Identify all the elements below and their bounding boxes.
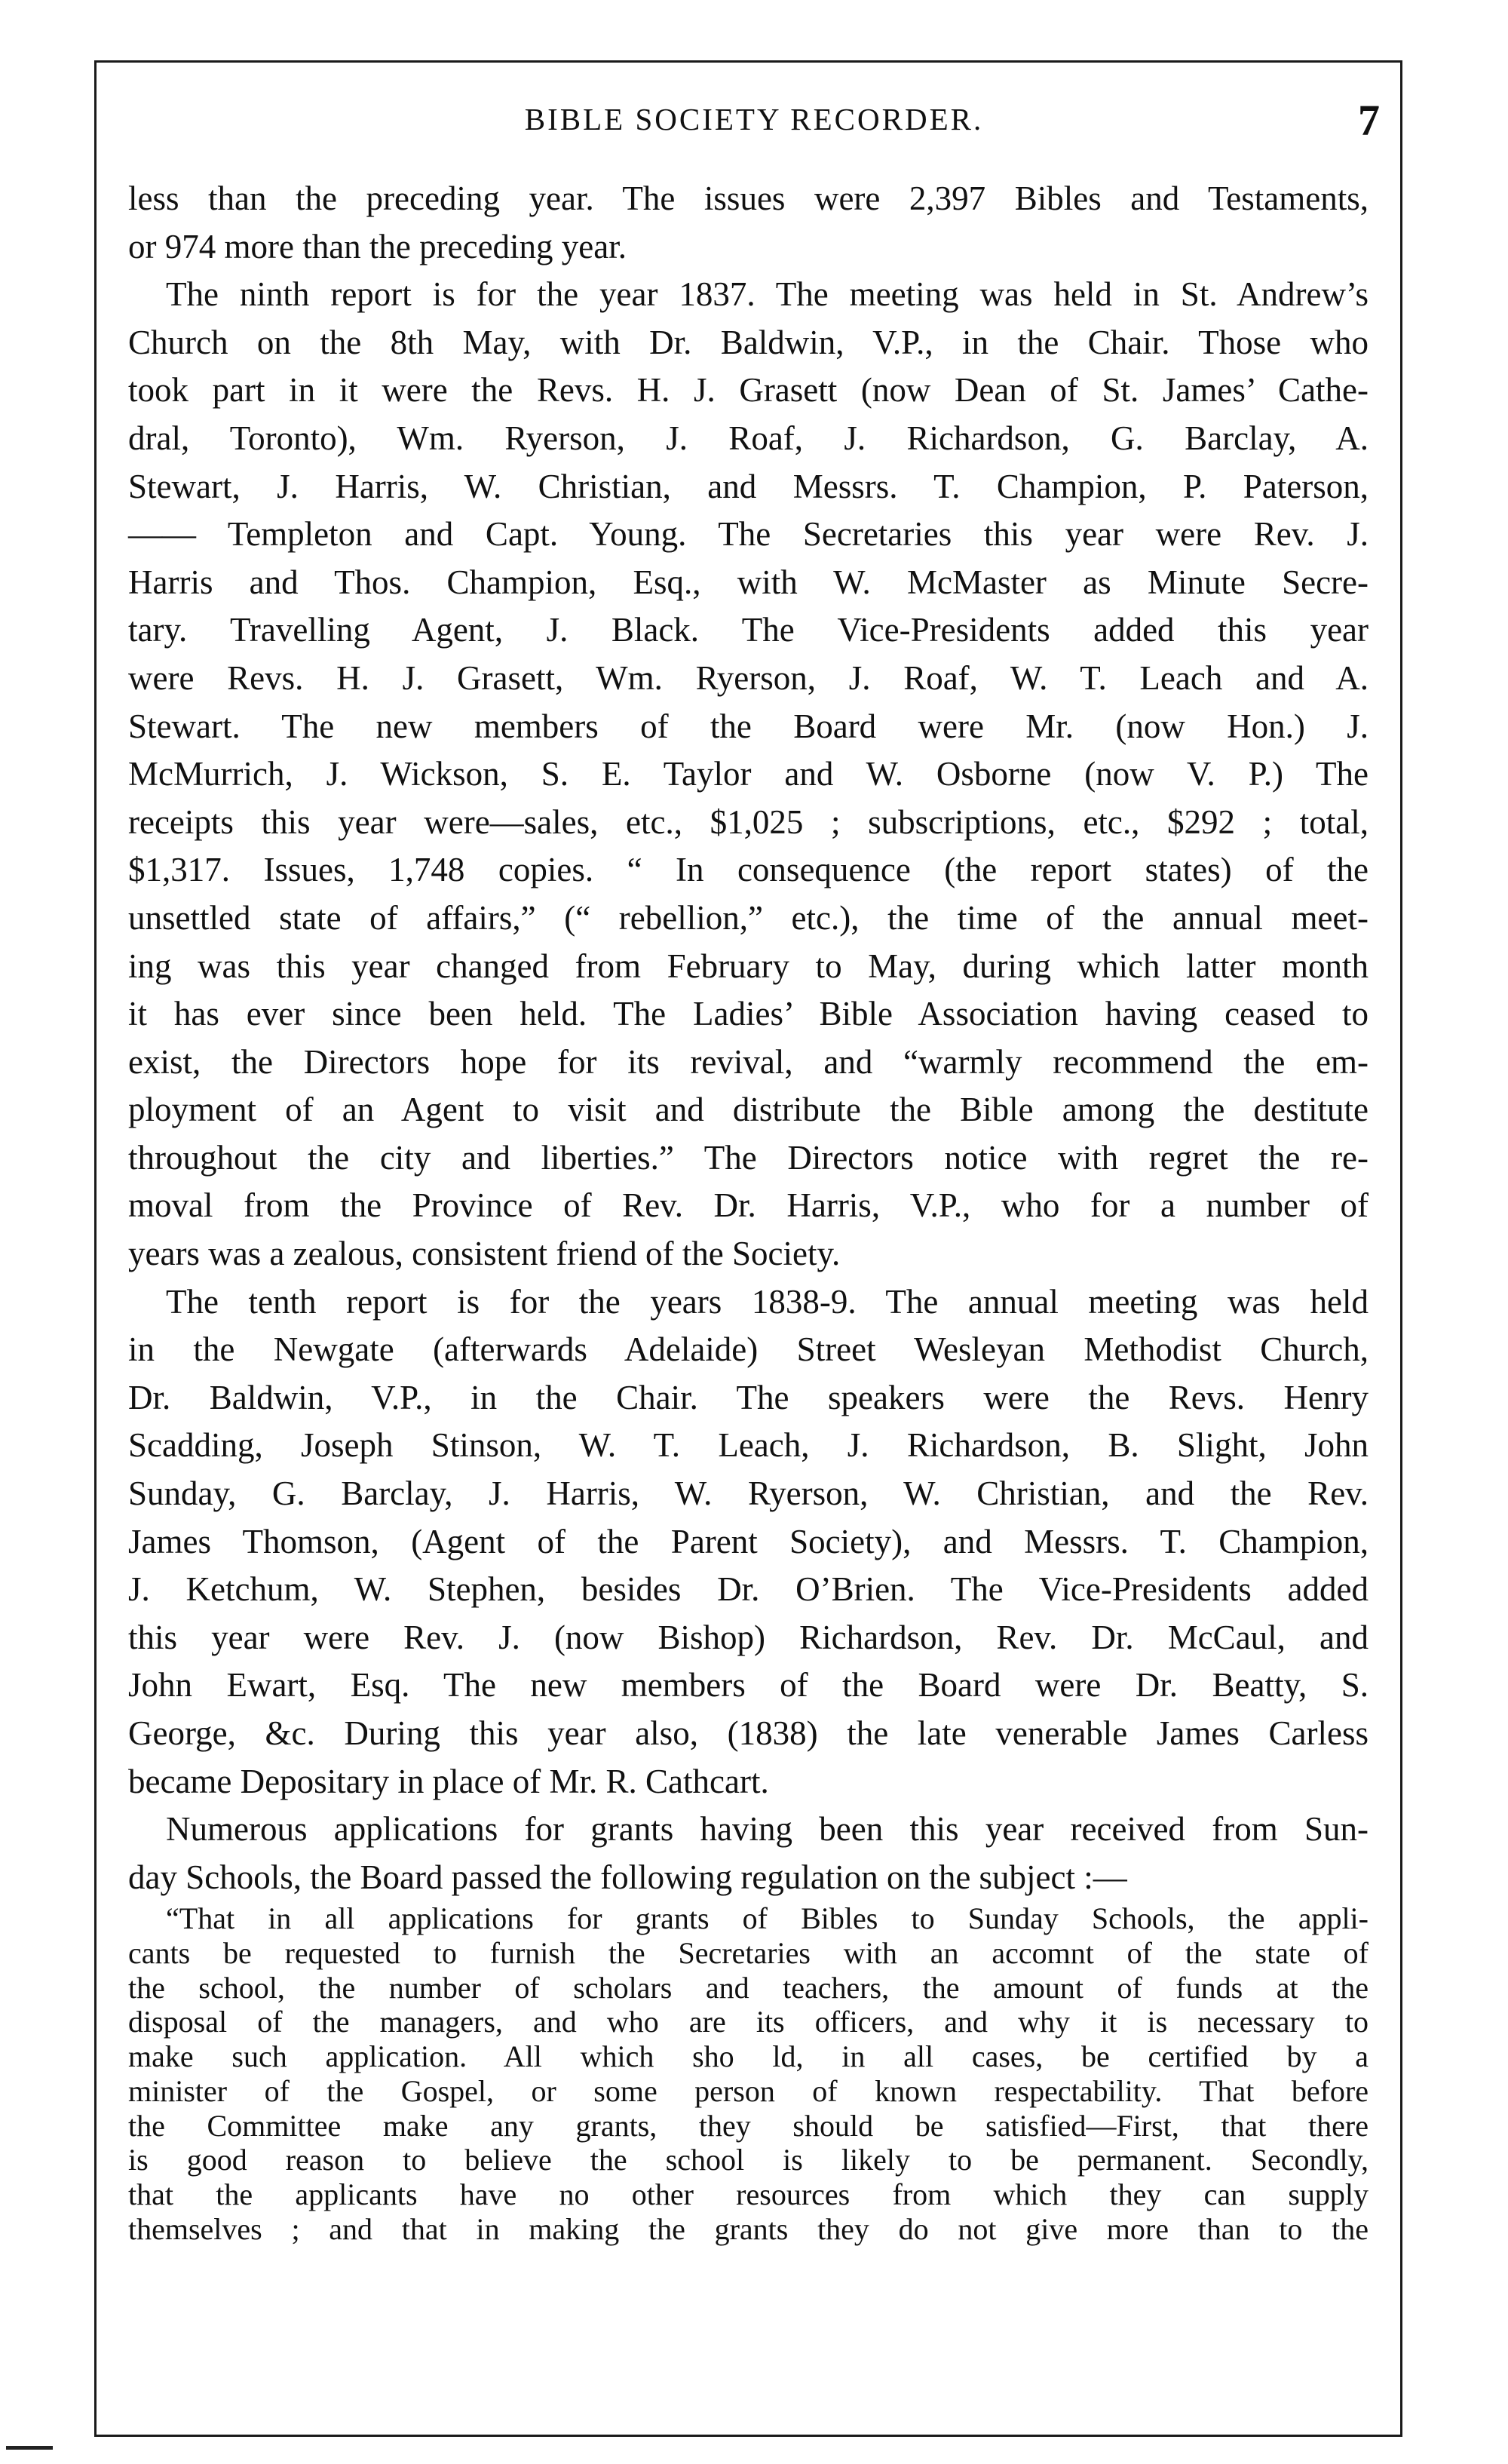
paragraph bbox=[128, 1806, 1369, 1901]
quote-line: disposal of the managers, and who are its officers, and why it is necessary to bbox=[128, 2005, 1369, 2039]
text-line: Dr. Baldwin, V.P., in the Chair. The speakers were the Revs. Henry bbox=[128, 1378, 1369, 1416]
text-line: became Depositary in place of Mr. R. Cathcart. bbox=[128, 1762, 769, 1800]
page-number: 7 bbox=[1358, 96, 1380, 145]
quote-line: is good reason to believe the school is likely to be permanent. Secondly, bbox=[128, 2143, 1369, 2177]
paragraph bbox=[128, 1278, 1369, 1806]
bottom-border-rule bbox=[94, 2435, 1402, 2437]
text-line: Scadding, Joseph Stinson, W. T. Leach, J. Richardson, B. Slight, John bbox=[128, 1426, 1369, 1465]
text-line: James Thomson, (Agent of the Parent Society), and Messrs. T. Champion, bbox=[128, 1522, 1369, 1560]
quote-line: “That in all applications for grants of Bibles to Sunday Schools, the appli- bbox=[166, 1901, 1369, 1936]
text-line: it has ever since been held. The Ladies’ Bible Association having ceased to bbox=[128, 995, 1369, 1033]
text-line: ployment of an Agent to visit and distribute the Bible among the destitute bbox=[128, 1091, 1369, 1129]
text-line: tary. Travelling Agent, J. Black. The Vice-Presidents added this year bbox=[128, 611, 1369, 649]
text-line: McMurrich, J. Wickson, S. E. Taylor and W. Osborne (now V. P.) The bbox=[128, 755, 1369, 793]
text-line: receipts this year were—sales, etc., $1,025 ; subscriptions, etc., $292 ; total, bbox=[128, 802, 1369, 841]
page-header bbox=[128, 97, 1380, 149]
text-line: George, &c. During this year also, (1838) the late venerable James Carless bbox=[128, 1714, 1369, 1752]
text-line: The ninth report is for the year 1837. The meeting was held in St. Andrew’s bbox=[166, 275, 1369, 314]
text-line: Sunday, G. Barclay, J. Harris, W. Ryerson, W. Christian, and the Rev. bbox=[128, 1474, 1369, 1513]
text-line: years was a zealous, consistent friend of the Society. bbox=[128, 1235, 841, 1273]
text-line: —— Templeton and Capt. Young. The Secretaries this year were Rev. J. bbox=[128, 515, 1369, 554]
text-line: John Ewart, Esq. The new members of the Board were Dr. Beatty, S. bbox=[128, 1666, 1369, 1705]
text-line: day Schools, the Board passed the following regulation on the subject :— bbox=[128, 1858, 1127, 1896]
text-line: J. Ketchum, W. Stephen, besides Dr. O’Brien. The Vice-Presidents added bbox=[128, 1570, 1369, 1609]
text-line: were Revs. H. J. Grasett, Wm. Ryerson, J. Roaf, W. T. Leach and A. bbox=[128, 658, 1369, 697]
text-line: this year were Rev. J. (now Bishop) Richardson, Rev. Dr. McCaul, and bbox=[128, 1618, 1369, 1656]
quote-line: themselves ; and that in making the grants they do not give more than to the bbox=[128, 2211, 1369, 2246]
paragraph bbox=[128, 175, 1369, 271]
text-line: moval from the Province of Rev. Dr. Harris, V.P., who for a number of bbox=[128, 1186, 1369, 1225]
left-border-rule bbox=[94, 60, 97, 2436]
block-quote bbox=[128, 1901, 1369, 2246]
text-line: Church on the 8th May, with Dr. Baldwin, V.P., in the Chair. Those who bbox=[128, 323, 1369, 361]
text-line: ing was this year changed from February to May, during which latter month bbox=[128, 947, 1369, 985]
text-line: Numerous applications for grants having been this year received from Sun- bbox=[166, 1810, 1369, 1849]
text-line: Stewart. The new members of the Board were Mr. (now Hon.) J. bbox=[128, 707, 1369, 745]
quote-line: minister of the Gospel, or some person of known respectability. That before bbox=[128, 2073, 1369, 2108]
text-line: $1,317. Issues, 1,748 copies. “ In consequence (the report states) of the bbox=[128, 851, 1369, 889]
text-line: The tenth report is for the years 1838-9. The annual meeting was held bbox=[166, 1282, 1369, 1321]
text-line: exist, the Directors hope for its revival, and “warmly recommend the em- bbox=[128, 1042, 1369, 1081]
text-line: dral, Toronto), Wm. Ryerson, J. Roaf, J. Richardson, G. Barclay, A. bbox=[128, 419, 1369, 457]
text-line: in the Newgate (afterwards Adelaide) Street Wesleyan Methodist Church, bbox=[128, 1330, 1369, 1369]
text-line: Harris and Thos. Champion, Esq., with W. McMaster as Minute Secre- bbox=[128, 563, 1369, 601]
paragraph bbox=[128, 271, 1369, 1278]
right-border-rule bbox=[1400, 60, 1402, 2436]
scan-edge-mark bbox=[6, 2446, 53, 2450]
quote-line: cants be requested to furnish the Secretaries with an accomnt of the state of bbox=[128, 1936, 1369, 1971]
text-line: less than the preceding year. The issues were 2,397 Bibles and Testaments, bbox=[128, 180, 1369, 217]
quote-line: the school, the number of scholars and teachers, the amount of funds at the bbox=[128, 1970, 1369, 2005]
quote-line: the Committee make any grants, they should be satisfied—First, that there bbox=[128, 2108, 1369, 2143]
text-line: throughout the city and liberties.” The Directors notice with regret the re- bbox=[128, 1138, 1369, 1177]
text-line: unsettled state of affairs,” (“ rebellion,” etc.), the time of the annual meet- bbox=[128, 898, 1369, 937]
running-title: BIBLE SOCIETY RECORDER. bbox=[524, 102, 984, 137]
quote-line: make such application. All which sho ld, in all cases, be certified by a bbox=[128, 2039, 1369, 2074]
text-line: Stewart, J. Harris, W. Christian, and Messrs. T. Champion, P. Paterson, bbox=[128, 467, 1369, 505]
top-border-rule bbox=[94, 60, 1402, 63]
quote-line: that the applicants have no other resources from which they can supply bbox=[128, 2177, 1369, 2211]
text-line: or 974 more than the preceding year. bbox=[128, 227, 627, 265]
text-line: took part in it were the Revs. H. J. Grasett (now Dean of St. James’ Cathe- bbox=[128, 371, 1369, 410]
body-text bbox=[128, 175, 1369, 2246]
